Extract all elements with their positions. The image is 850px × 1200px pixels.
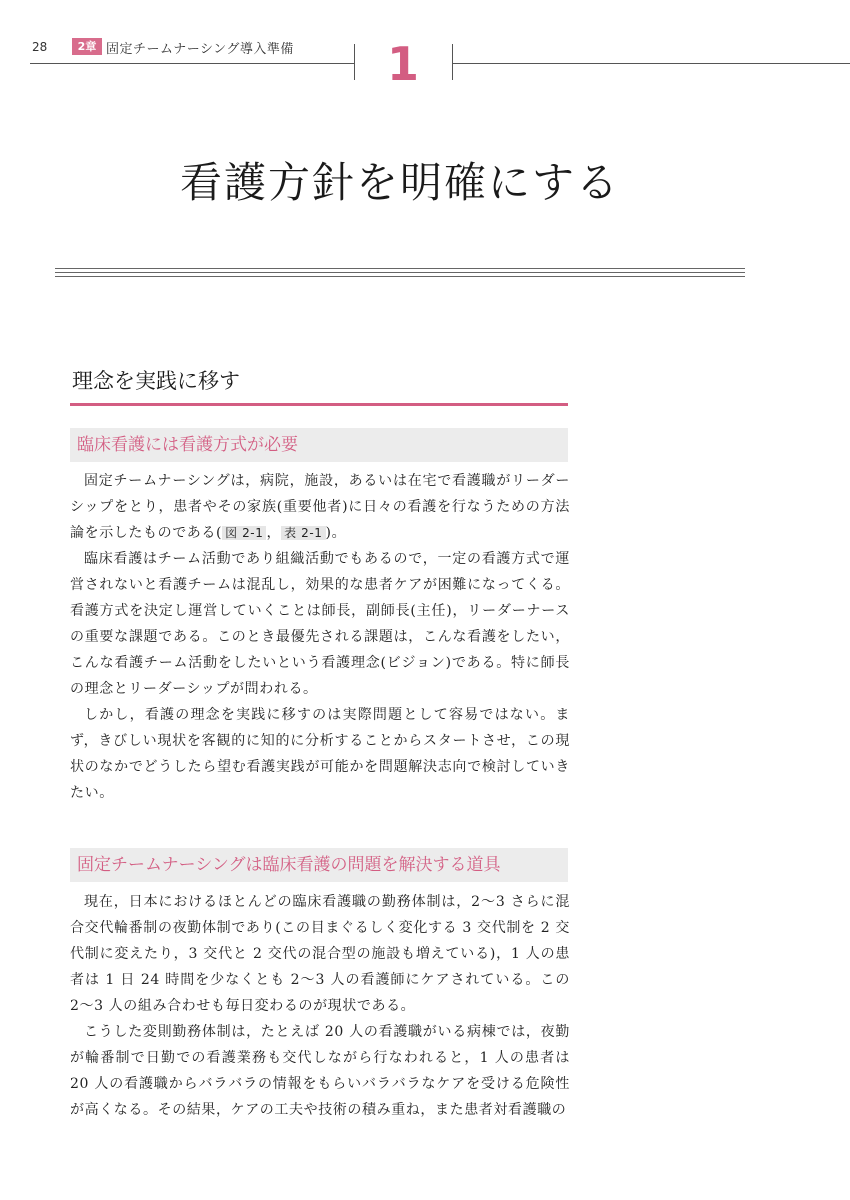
figure-reference: 図 2-1 (222, 526, 266, 540)
section-heading: 理念を実践に移す (72, 369, 240, 393)
table-reference: 表 2-1 (281, 526, 325, 540)
title-rules (55, 268, 745, 282)
subsection-heading-2: 固定チームナーシングは臨床看護の問題を解決する道具 (70, 848, 568, 882)
paragraph: 臨床看護はチーム活動であり組織活動でもあるので，一定の看護方式で運営されないと看護チームは混乱し，効果的な患者ケアが困難になってくる。看護方式を決定し運営していくことは師長，副師長(主任)，リーダーナースの重要な課題である。このとき最優先される課題は，こんな看護をしたい，こんな看護チーム活動をしたいという看護理念(ビジョン)である。特に師長の理念とリーダーシップが問われる。 (70, 551, 570, 697)
paragraph (70, 468, 570, 546)
chapter-title: 固定チームナーシング導入準備 (106, 42, 294, 57)
paragraph: しかし，看護の理念を実践に移すのは実際問題として容易ではない。まず，きびしい現状を客観的に知的に分析することからスタートさせ，この現状のなかでどうしたら望む看護実践が可能かを問題解決志向で検討していきたい。 (70, 707, 570, 801)
section-underline (70, 403, 568, 406)
paragraph: こうした変則勤務体制は，たとえば 20 人の看護職がいる病棟では，夜勤が輪番制で日勤での看護業務も交代しながら行なわれると，1 人の患者は 20 人の看護職からバラバラの情報をもらいバラバラなケアを受ける危険性が高くなる。その結果，ケアの工夫や技術の積み重ね，また患者対看護職の (70, 1024, 570, 1118)
paragraph-text: )。 (325, 525, 347, 541)
page-number: 28 (32, 40, 48, 54)
section-number: 1 (386, 37, 419, 91)
paragraph-text: 固定チームナーシングは，病院，施設，あるいは在宅で看護職がリーダーシップをとり，患者やその家族(重要他者)に日々の看護を行なうための方法論を示したものである( (70, 473, 570, 541)
subsection-2-body (70, 889, 570, 1123)
subsection-1-body (70, 468, 570, 806)
chapter-badge: 2章 (72, 38, 102, 55)
header-rule-right (452, 63, 850, 64)
subsection-heading-1: 臨床看護には看護方式が必要 (70, 428, 568, 462)
page-title: 看護方針を明確にする (179, 158, 620, 207)
paragraph: 現在，日本におけるほとんどの臨床看護職の勤務体制は，2〜3 さらに混合交代輪番制の夜勤体制であり(この目まぐるしく変化する 3 交代制を 2 交代制に変えたり，3 交代と 2 交代の混合型の施設も増えている)，1 人の患者は 1 日 24 時間を少なくとも 2〜3 人の看護師にケアされている。この 2〜3 人の組み合わせも毎日変わるのが現状である。 (70, 894, 570, 1014)
header-rule-left (30, 63, 354, 64)
separator: ， (266, 525, 282, 541)
header-divider (452, 44, 453, 80)
